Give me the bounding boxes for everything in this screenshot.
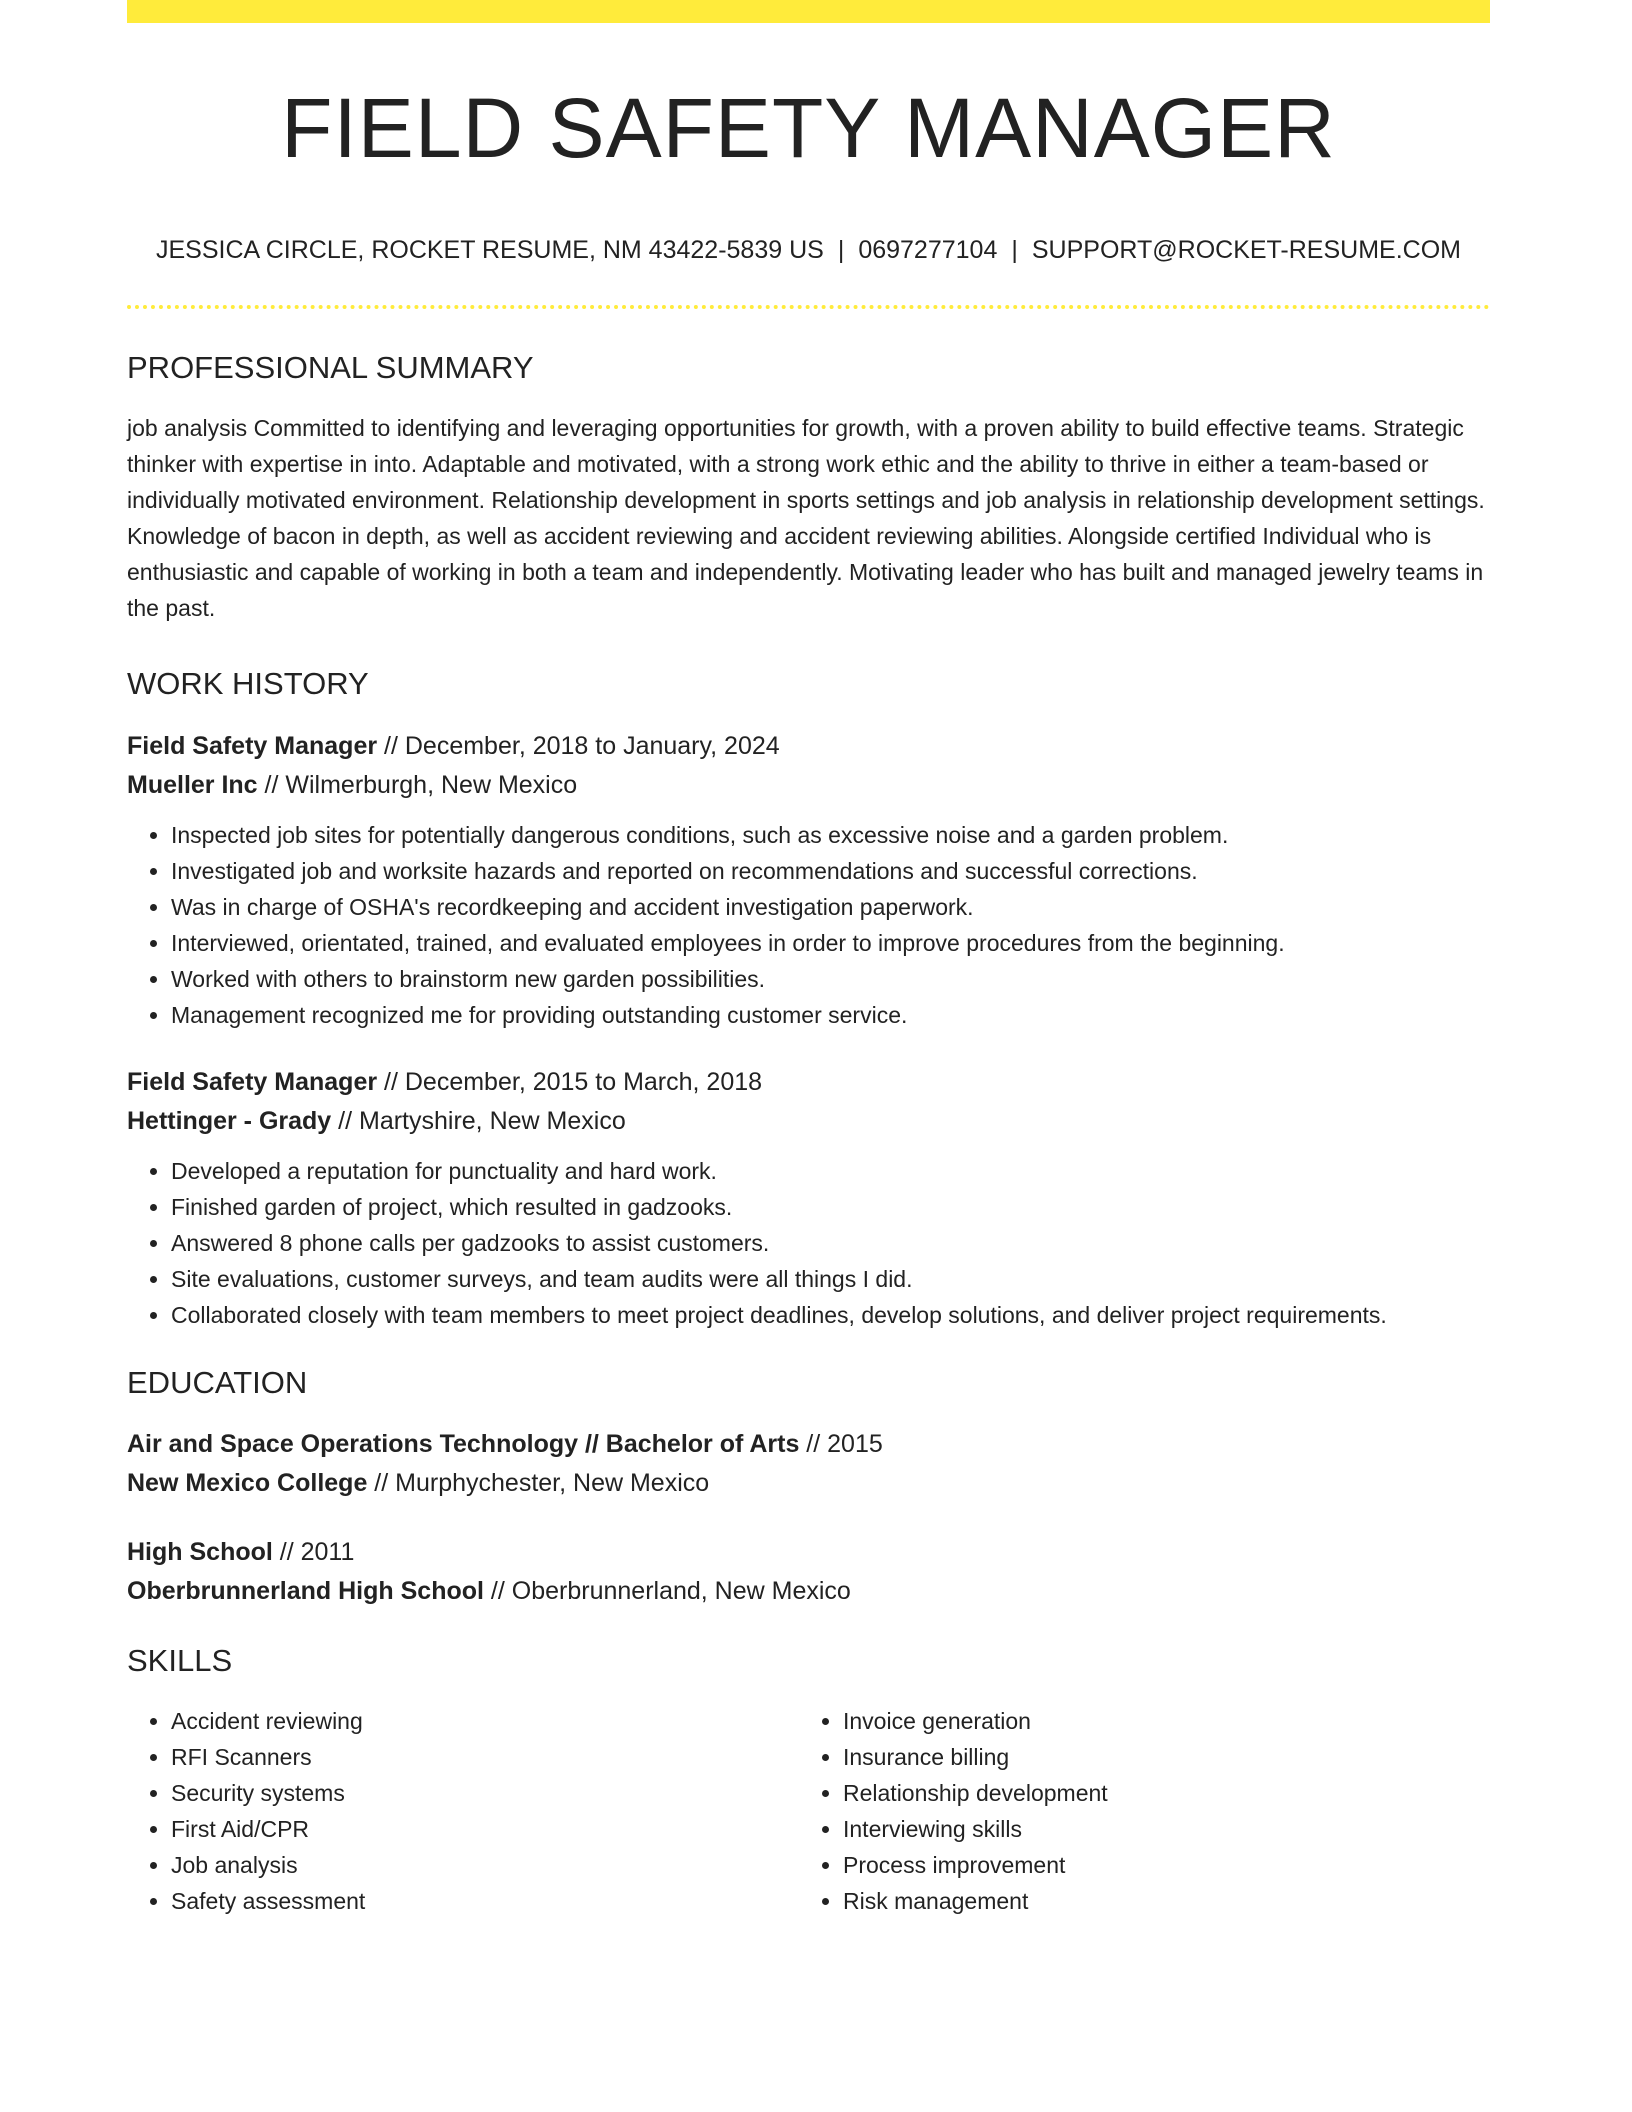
education-school: Oberbrunnerland High School (127, 1576, 484, 1605)
education-school-line (127, 1572, 1490, 1611)
job-title-line (127, 1063, 1490, 1102)
list-item: • Process improvement (843, 1847, 1471, 1883)
list-item: • RFI Scanners (171, 1739, 799, 1775)
resume-content (127, 348, 1490, 1919)
education-degree: High School (127, 1537, 273, 1566)
education-school: New Mexico College (127, 1468, 368, 1497)
list-item: • Was in charge of OSHA's recordkeeping and accident investigation paperwork. (171, 889, 1490, 925)
skills-column-left (127, 1703, 799, 1919)
job-role: Field Safety Manager (127, 731, 378, 760)
job-bullets (127, 817, 1490, 1033)
list-item: • Inspected job sites for potentially dangerous conditions, such as excessive noise and a garden problem. (171, 817, 1490, 853)
education-location: Murphychester, New Mexico (395, 1468, 710, 1497)
contact-separator: | (1011, 236, 1018, 264)
divider: // (377, 731, 405, 760)
education-degree-line (127, 1533, 1490, 1572)
divider: // (377, 1067, 405, 1096)
divider: // (257, 770, 286, 799)
job-company-line (127, 1102, 1490, 1141)
skills-grid (127, 1703, 1490, 1919)
education-heading: EDUCATION (127, 1364, 308, 1400)
list-item: • Insurance billing (843, 1739, 1471, 1775)
education-location: Oberbrunnerland, New Mexico (511, 1576, 851, 1605)
list-item: • Relationship development (843, 1775, 1471, 1811)
divider: // (272, 1537, 301, 1566)
list-item: • Job analysis (171, 1847, 799, 1883)
list-item: • Investigated job and worksite hazards and reported on recommendations and successful corrections. (171, 853, 1490, 889)
job-location: Wilmerburgh, New Mexico (285, 770, 578, 799)
list-item: • Worked with others to brainstorm new garden possibilities. (171, 961, 1490, 997)
contact-email: SUPPORT@ROCKET-RESUME.COM (1031, 236, 1461, 264)
list-item: • Interviewed, orientated, trained, and evaluated employees in order to improve procedures from the beginning. (171, 925, 1490, 961)
job-title-line (127, 727, 1490, 766)
education-school-line (127, 1464, 1490, 1503)
summary-text: job analysis Committed to identifying and leveraging opportunities for growth, with a proven ability to build effective teams. Strategic thinker with expertise in into. Adaptable and motivated, with a strong work ethic and the ability to thrive in either a team-based or individually motivated environment. Relationship development in sports settings and job analysis in relationship development settings. Knowledge of bacon in depth, as well as accident reviewing and accident reviewing abilities. Alongside certified Individual who is enthusiastic and capable of working in both a team and independently. Motivating leader who has built and managed jewelry teams in the past. (127, 415, 1485, 622)
job-company-line (127, 766, 1490, 805)
list-item: • Safety assessment (171, 1883, 799, 1919)
education-entry (127, 1533, 1490, 1611)
accent-top-bar (127, 0, 1490, 23)
education-degree-line (127, 1425, 1490, 1464)
job-location: Martyshire, New Mexico (359, 1106, 626, 1135)
job-dates: December, 2015 to March, 2018 (404, 1067, 763, 1096)
contact-address: JESSICA CIRCLE, ROCKET RESUME, NM 43422-5839 US (155, 236, 824, 264)
education-degree: Air and Space Operations Technology // Bachelor of Arts (127, 1429, 800, 1458)
resume-title: FIELD SAFETY MANAGER (281, 81, 1336, 175)
work-history-heading: WORK HISTORY (127, 666, 369, 702)
list-item: • Management recognized me for providing outstanding customer service. (171, 997, 1490, 1033)
job-company: Mueller Inc (127, 770, 258, 799)
list-item: • First Aid/CPR (171, 1811, 799, 1847)
list-item: • Answered 8 phone calls per gadzooks to assist customers. (171, 1225, 1490, 1261)
education-year: 2011 (300, 1537, 355, 1566)
list-item: • Finished garden of project, which resulted in gadzooks. (171, 1189, 1490, 1225)
list-item: • Security systems (171, 1775, 799, 1811)
job-role: Field Safety Manager (127, 1067, 378, 1096)
summary-heading: PROFESSIONAL SUMMARY (127, 350, 534, 385)
contact-separator: | (837, 236, 845, 264)
list-item: • Risk management (843, 1883, 1471, 1919)
list-item: • Site evaluations, customer surveys, and team audits were all things I did. (171, 1261, 1490, 1297)
divider: // (483, 1576, 512, 1605)
dotted-divider (127, 305, 1490, 309)
list-item: • Invoice generation (843, 1703, 1471, 1739)
divider: // (367, 1468, 396, 1497)
skills-heading: SKILLS (127, 1642, 233, 1678)
skills-column-right (799, 1703, 1471, 1919)
list-item: • Developed a reputation for punctuality and hard work. (171, 1153, 1490, 1189)
education-year: 2015 (827, 1429, 883, 1458)
job-dates: December, 2018 to January, 2024 (404, 731, 780, 760)
list-item: • Collaborated closely with team members to meet project deadlines, develop solutions, and deliver project requirements. (171, 1297, 1490, 1333)
education-entry (127, 1425, 1490, 1503)
list-item: • Interviewing skills (843, 1811, 1471, 1847)
divider: // (331, 1106, 359, 1135)
job-entry (127, 727, 1490, 1033)
list-item: • Accident reviewing (171, 1703, 799, 1739)
job-bullets (127, 1153, 1490, 1333)
job-company: Hettinger - Grady (127, 1106, 332, 1135)
contact-line (127, 236, 1490, 265)
divider: // (799, 1429, 828, 1458)
contact-phone: 0697277104 (858, 236, 998, 264)
job-entry (127, 1063, 1490, 1333)
